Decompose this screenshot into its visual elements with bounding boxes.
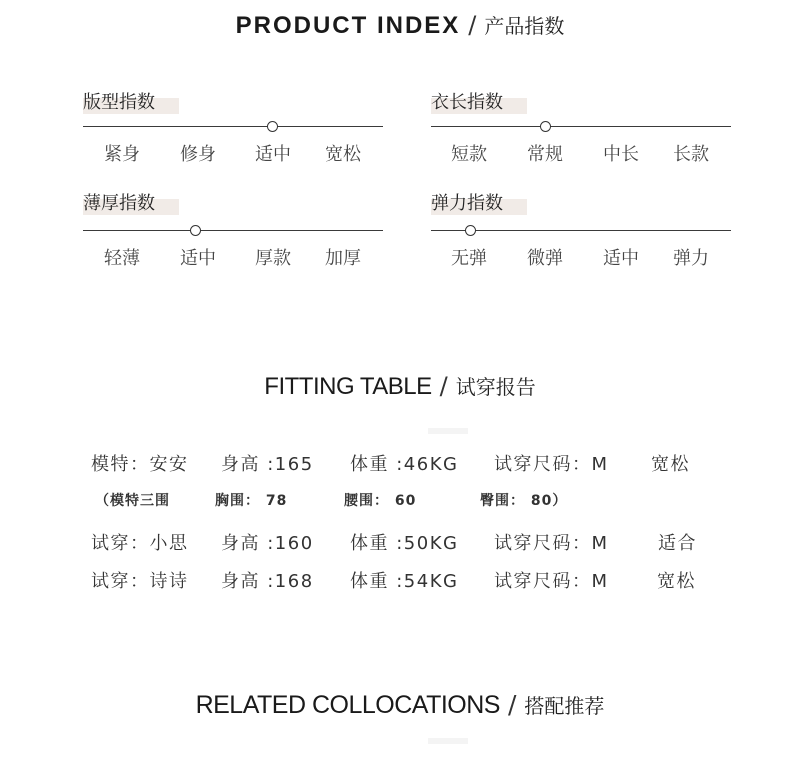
index-selected-marker (190, 225, 201, 236)
fitting-model: 试穿：小思 (91, 533, 189, 554)
index-selected-marker (465, 225, 476, 236)
index-track (431, 126, 731, 127)
fitting-size: 试穿尺码：M (494, 533, 609, 554)
product-index-title (0, 10, 800, 40)
index-option: 宽松 (325, 144, 361, 165)
index-block-elasticity (431, 189, 731, 269)
fitting-height: 身高 :165 (221, 454, 314, 475)
index-option: 加厚 (325, 248, 361, 269)
index-block-thickness (83, 189, 383, 269)
index-option: 短款 (451, 144, 487, 165)
index-option-selected: 常规 (527, 144, 563, 165)
index-track (431, 230, 731, 231)
fitting-row (0, 450, 800, 474)
index-label: 薄厚指数 (83, 193, 155, 214)
product-index-separator: / (468, 11, 477, 39)
index-label: 弹力指数 (431, 193, 503, 214)
fitting-table-title-cn: 试穿报告 (455, 375, 536, 399)
fitting-weight: 体重 :46KG (350, 454, 459, 475)
fitting-row (0, 529, 800, 553)
related-separator: / (507, 690, 517, 719)
index-selected-marker (267, 121, 278, 132)
fitting-height: 身高 :168 (221, 571, 314, 592)
product-index-title-cn: 产品指数 (484, 14, 565, 38)
index-track (83, 126, 383, 127)
index-label: 版型指数 (83, 92, 155, 113)
measurement-bust: 胸围： 78 (215, 493, 288, 509)
index-option: 微弹 (527, 248, 563, 269)
index-option: 轻薄 (104, 248, 140, 269)
fitting-size: 试穿尺码：M (494, 454, 609, 475)
index-block-length (431, 88, 731, 168)
fitting-fit: 宽松 (657, 571, 696, 592)
decorative-mark (428, 738, 468, 744)
fitting-height: 身高 :160 (221, 533, 314, 554)
fitting-size: 试穿尺码：M (494, 571, 609, 592)
fitting-table-title (0, 371, 800, 401)
index-option-selected: 无弹 (451, 248, 487, 269)
fitting-weight: 体重 :50KG (350, 533, 459, 554)
measurement-hip: 臀围： 80） (480, 493, 568, 509)
measurement-waist: 腰围： 60 (344, 493, 417, 509)
product-index-title-en: PRODUCT INDEX (235, 12, 461, 39)
related-collocations-title (0, 690, 800, 720)
index-option-selected: 适中 (180, 248, 216, 269)
fitting-fit: 适合 (658, 533, 697, 554)
fitting-row (0, 567, 800, 591)
fitting-table-separator: / (439, 372, 448, 400)
index-label: 衣长指数 (431, 92, 503, 113)
index-selected-marker (540, 121, 551, 132)
index-option: 紧身 (104, 144, 140, 165)
index-track (83, 230, 383, 231)
index-option: 长款 (673, 144, 709, 165)
index-option: 中长 (603, 144, 639, 165)
decorative-mark (428, 428, 468, 434)
related-title-en: RELATED COLLOCATIONS (195, 691, 500, 719)
fitting-model: 模特：安安 (91, 454, 189, 475)
fitting-fit: 宽松 (651, 454, 690, 475)
fitting-table-title-en: FITTING TABLE (264, 373, 432, 400)
index-block-fit (83, 88, 383, 168)
index-option: 适中 (603, 248, 639, 269)
index-option: 弹力 (673, 248, 709, 269)
index-option-selected: 适中 (255, 144, 291, 165)
index-option: 厚款 (255, 248, 291, 269)
related-title-cn: 搭配推荐 (524, 694, 605, 718)
measurements-intro: （模特三围 (95, 493, 170, 509)
fitting-model: 试穿：诗诗 (91, 571, 189, 592)
fitting-weight: 体重 :54KG (350, 571, 459, 592)
index-option: 修身 (180, 144, 216, 165)
